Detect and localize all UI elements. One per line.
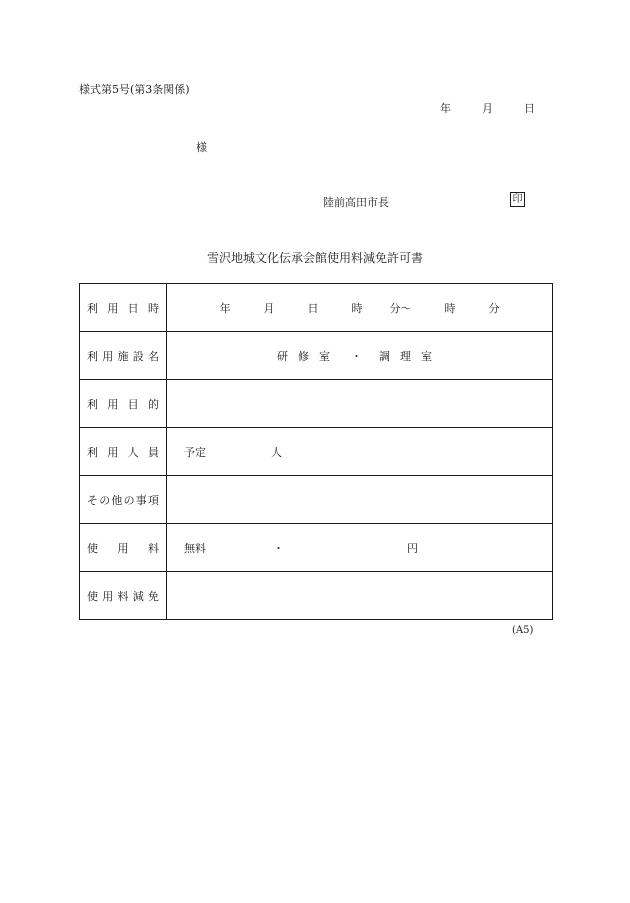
date-day-label: 日 — [524, 102, 535, 115]
seal-stamp-box: 印 — [510, 192, 525, 207]
document-title: 雪沢地城文化伝承会館使用料減免許可書 — [206, 251, 423, 265]
date-month-label: 月 — [482, 102, 493, 115]
form-number-label: 様式第5号(第3条関係) — [79, 83, 190, 96]
usage-fee-field: 無料 ・ 円 — [167, 524, 553, 572]
attendees-field: 予定 人 — [167, 428, 553, 476]
table-row — [80, 380, 553, 428]
fee-reduction-field — [167, 572, 553, 620]
row-label-usage-fee: 使用料 — [80, 524, 167, 572]
issuer-name: 陸前高田市長 — [323, 196, 389, 209]
table-row — [80, 332, 553, 380]
addressee-suffix: 様 — [196, 141, 207, 154]
table-row — [80, 284, 553, 332]
row-label-other-matters: その他の事項 — [80, 476, 167, 524]
table-row — [80, 476, 553, 524]
date-year-label: 年 — [440, 102, 451, 115]
row-label-facility-name: 利用施設名 — [80, 332, 167, 380]
other-matters-field — [167, 476, 553, 524]
permit-form-table — [79, 283, 553, 620]
purpose-field — [167, 380, 553, 428]
usage-datetime-field: 年 月 日 時 分～ 時 分 — [167, 284, 553, 332]
row-label-usage-datetime: 利用日時 — [80, 284, 167, 332]
table-row — [80, 572, 553, 620]
paper-size-note: (A5) — [512, 625, 534, 636]
row-label-attendees: 利用人員 — [80, 428, 167, 476]
table-row — [80, 428, 553, 476]
issue-date — [440, 100, 535, 116]
row-label-purpose: 利用目的 — [80, 380, 167, 428]
row-label-fee-reduction: 使用料減免 — [80, 572, 167, 620]
facility-name-field: 研修室 ・ 調理室 — [167, 332, 553, 380]
table-row — [80, 524, 553, 572]
